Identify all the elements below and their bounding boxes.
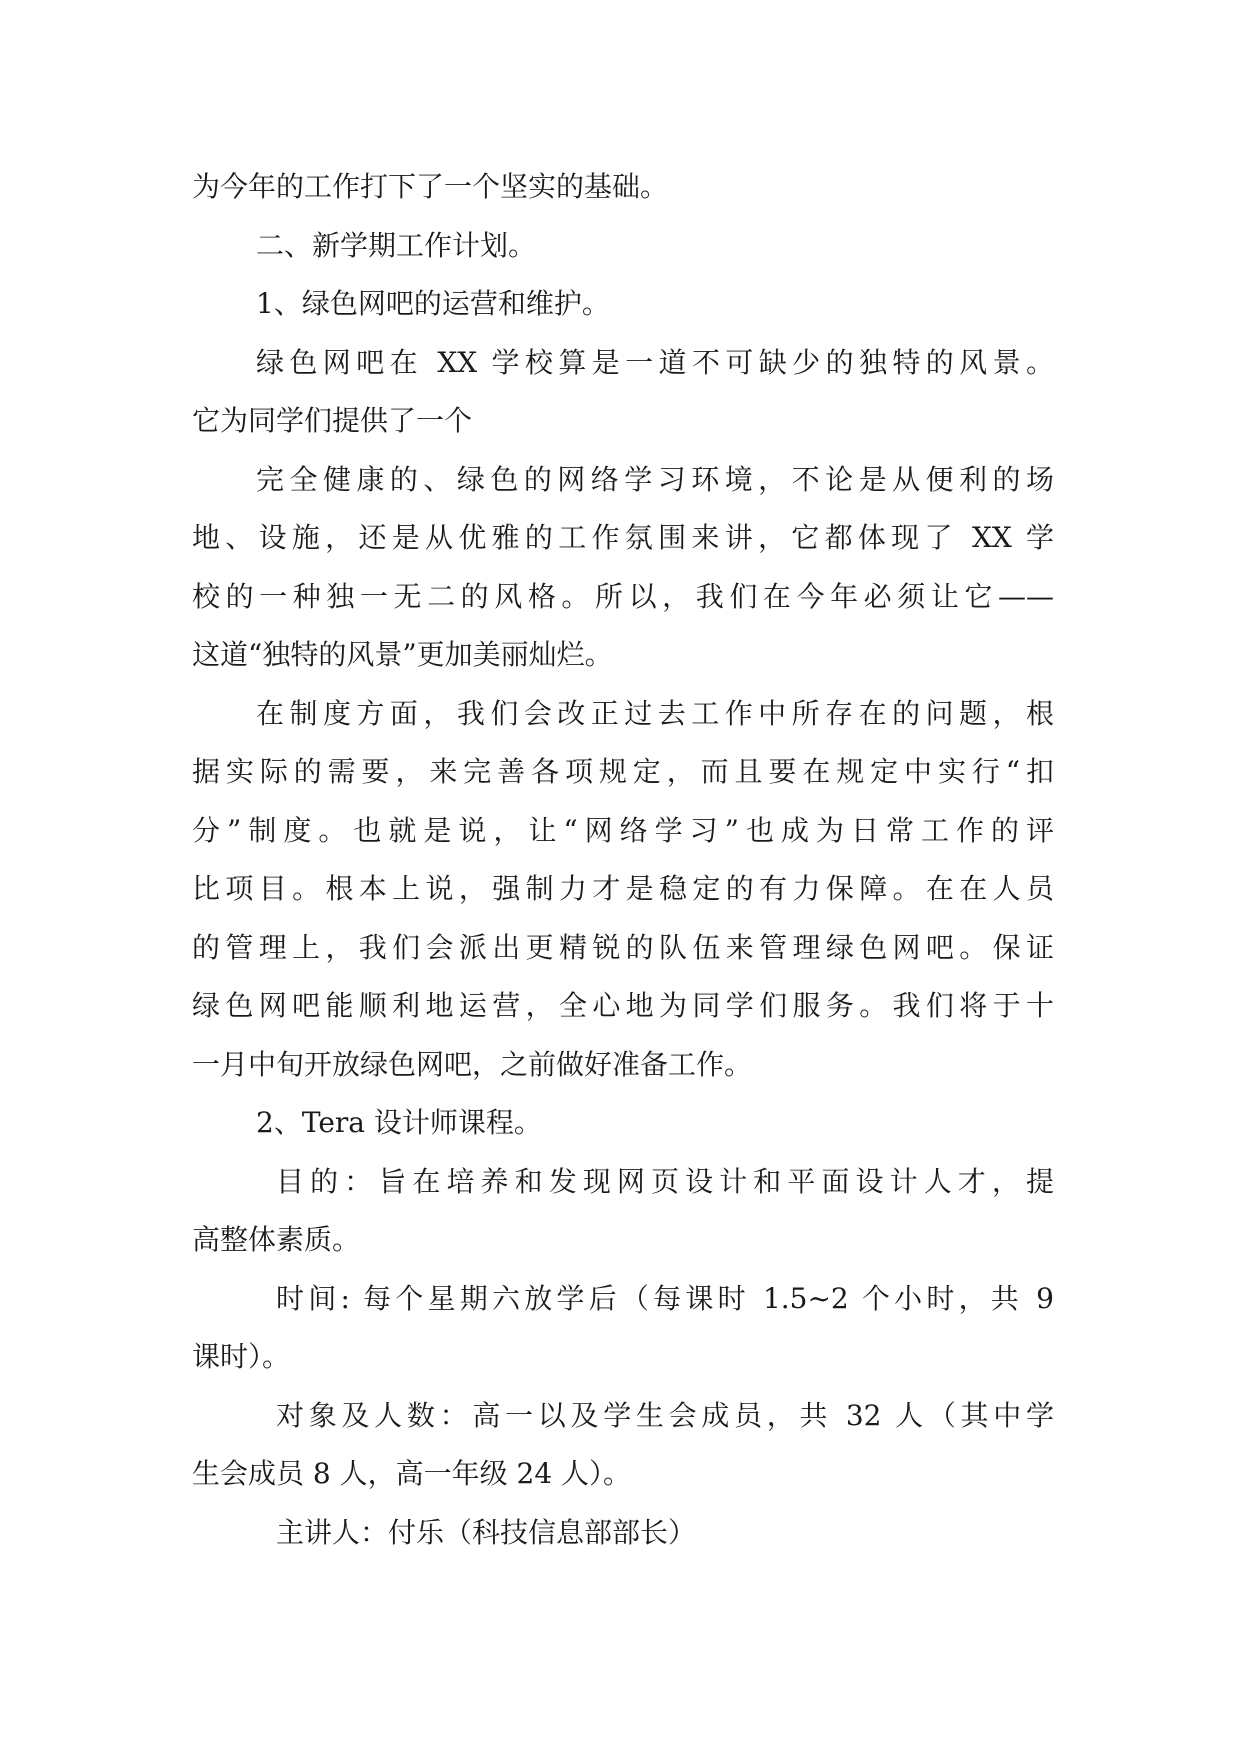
paragraph-line: 为今年的工作打下了一个坚实的基础。 <box>192 170 669 203</box>
paragraph-line: 目的：旨在培养和发现网页设计和平面设计人才，提 <box>276 1164 1054 1198</box>
paragraph-line: 分”制度。也就是说，让“网络学习”也成为日常工作的评 <box>192 813 1054 847</box>
section-heading: 二、新学期工作计划。 <box>256 228 537 262</box>
paragraph-line: 生会成员 8 人，高一年级 24 人）。 <box>192 1457 632 1490</box>
paragraph-line: 据实际的需要，来完善各项规定，而且要在规定中实行“扣 <box>192 755 1054 788</box>
paragraph-line: 绿色网吧在 XX 学校算是一道不可缺少的独特的风景。 <box>256 345 1054 379</box>
paragraph-line: 比项目。根本上说，强制力才是稳定的有力保障。在在人员 <box>192 872 1054 905</box>
paragraph-line: 的管理上，我们会派出更精锐的队伍来管理绿色网吧。保证 <box>192 930 1054 964</box>
paragraph-line: 它为同学们提供了一个 <box>192 404 473 437</box>
paragraph-line: 地、设施，还是从优雅的工作氛围来讲，它都体现了 XX 学 <box>192 521 1054 554</box>
paragraph-line: 完全健康的、绿色的网络学习环境，不论是从便利的场 <box>256 462 1054 496</box>
paragraph-line: 时间: 每个星期六放学后（每课时 1.5~2 个小时，共 9 <box>276 1281 1054 1315</box>
paragraph-line: 校的一种独一无二的风格。所以，我们在今年必须让它—— <box>192 579 1054 613</box>
paragraph-line: 绿色网吧能顺利地运营，全心地为同学们服务。我们将于十 <box>192 989 1054 1022</box>
paragraph-line: 高整体素质。 <box>192 1223 361 1256</box>
paragraph-line: 主讲人：付乐（科技信息部部长） <box>276 1515 697 1549</box>
subsection-heading: 1、绿色网吧的运营和维护。 <box>256 287 610 320</box>
paragraph-line: 这道“独特的风景”更加美丽灿烂。 <box>192 638 613 671</box>
paragraph-line: 对象及人数：高一以及学生会成员，共 32 人（其中学 <box>276 1398 1054 1432</box>
paragraph-line: 课时）。 <box>192 1340 291 1373</box>
paragraph-line: 在制度方面，我们会改正过去工作中所存在的问题，根 <box>256 696 1054 730</box>
paragraph-line: 一月中旬开放绿色网吧，之前做好准备工作。 <box>192 1047 753 1081</box>
document-body <box>192 158 1054 1562</box>
subsection-heading: 2、Tera 设计师课程。 <box>256 1106 542 1139</box>
